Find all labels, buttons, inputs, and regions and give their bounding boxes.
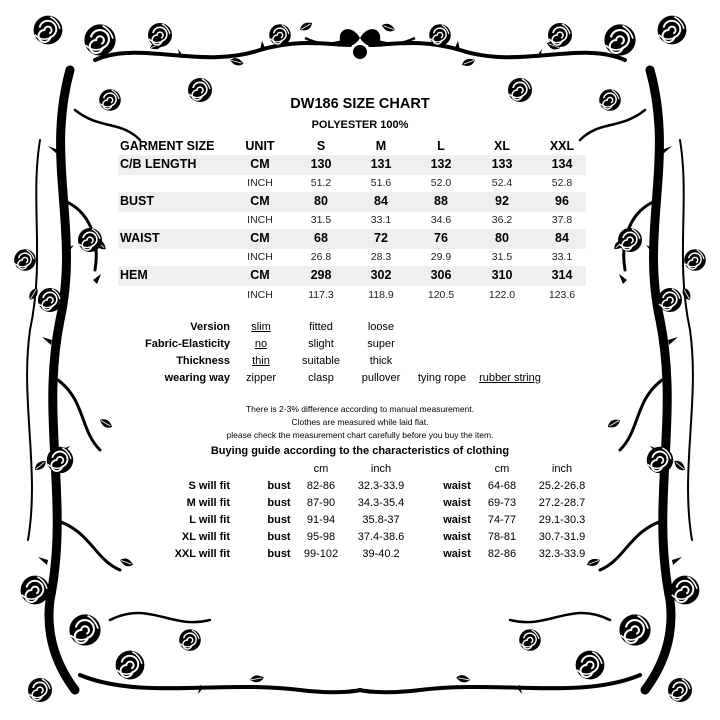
attr-label-wearing-way: wearing way xyxy=(164,372,230,384)
unit-cm: CM xyxy=(250,268,270,282)
guide-waist-cm: 82-86 xyxy=(487,548,517,560)
guide-bust-inch: 34.3-35.4 xyxy=(357,497,405,509)
guide-bust-cm: 99-102 xyxy=(303,548,339,560)
guide-bust-label: bust xyxy=(267,480,291,492)
guide-waist-inch: 29.1-30.3 xyxy=(538,514,586,526)
wearing-option-zipper: zipper xyxy=(246,372,276,384)
unit-inch: INCH xyxy=(247,251,273,263)
hem-cm-xxl: 314 xyxy=(551,268,573,282)
guide-bust-cm: 82-86 xyxy=(306,480,336,492)
elasticity-option-slight: slight xyxy=(308,338,334,350)
hem-inch-m: 118.9 xyxy=(368,289,394,301)
guide-waist-label: waist xyxy=(443,497,471,509)
hem-inch-xxl: 123.6 xyxy=(548,289,576,301)
unit-cm: CM xyxy=(250,231,270,245)
wearing-option-rubber-string: rubber string xyxy=(479,372,541,384)
header-size-m: M xyxy=(375,139,387,153)
guide-bust-cm: 87-90 xyxy=(306,497,336,509)
unit-inch: INCH xyxy=(247,289,273,301)
guide-waist-inch: 25.2-26.8 xyxy=(538,480,586,492)
hem-inch-l: 120.5 xyxy=(427,289,455,301)
guide-bust-cm-header: cm xyxy=(313,463,329,475)
bust-inch-xl: 36.2 xyxy=(491,214,513,226)
guide-bust-cm: 91-94 xyxy=(306,514,336,526)
wearing-option-clasp: clasp xyxy=(308,372,334,384)
row-label-hem: HEM xyxy=(120,268,148,282)
guide-waist-cm: 69-73 xyxy=(487,497,517,509)
cb-length-inch-xl: 52.4 xyxy=(491,177,513,189)
cb-length-inch-s: 51.2 xyxy=(310,177,332,189)
wearing-option-tying-rope: tying rope xyxy=(417,372,467,384)
bust-inch-m: 33.1 xyxy=(370,214,392,226)
waist-cm-s: 68 xyxy=(314,231,328,245)
unit-cm: CM xyxy=(250,194,270,208)
guide-waist-label: waist xyxy=(443,548,471,560)
bust-cm-xl: 92 xyxy=(495,194,509,208)
row-label-cb-length: C/B LENGTH xyxy=(120,157,197,171)
guide-waist-inch: 27.2-28.7 xyxy=(538,497,586,509)
guide-size-s: S will fit xyxy=(188,480,230,492)
guide-waist-label: waist xyxy=(443,480,471,492)
elasticity-option-no: no xyxy=(254,338,268,350)
bust-cm-l: 88 xyxy=(434,194,448,208)
wearing-option-pullover: pullover xyxy=(361,372,401,384)
header-unit: UNIT xyxy=(245,139,275,153)
guide-waist-inch-header: inch xyxy=(551,463,573,475)
waist-inch-xl: 31.5 xyxy=(491,251,513,263)
chart-title: DW186 SIZE CHART xyxy=(290,96,430,112)
cb-length-cm-m: 131 xyxy=(370,157,392,171)
guide-bust-cm: 95-98 xyxy=(306,531,336,543)
version-option-fitted: fitted xyxy=(309,321,333,333)
hem-inch-xl: 122.0 xyxy=(488,289,516,301)
guide-title: Buying guide according to the characteristics of clothing xyxy=(210,445,510,457)
unit-cm: CM xyxy=(250,157,270,171)
waist-cm-m: 72 xyxy=(374,231,388,245)
elasticity-option-super: super xyxy=(367,338,395,350)
row-label-bust: BUST xyxy=(120,194,155,208)
cb-length-inch-l: 52.0 xyxy=(430,177,452,189)
cb-length-cm-xl: 133 xyxy=(491,157,513,171)
guide-bust-inch-header: inch xyxy=(370,463,392,475)
cb-length-inch-xxl: 52.8 xyxy=(551,177,573,189)
guide-waist-cm: 64-68 xyxy=(487,480,517,492)
waist-inch-s: 26.8 xyxy=(310,251,332,263)
thickness-option-suitable: suitable xyxy=(302,355,340,367)
waist-cm-xxl: 84 xyxy=(555,231,569,245)
guide-size-m: M will fit xyxy=(186,497,230,509)
guide-waist-cm: 78-81 xyxy=(487,531,517,543)
attr-label-thickness: Thickness xyxy=(176,355,230,367)
header-garment-size: GARMENT SIZE xyxy=(120,139,215,153)
cb-length-cm-xxl: 134 xyxy=(551,157,573,171)
guide-bust-inch: 39-40.2 xyxy=(362,548,400,560)
bust-cm-m: 84 xyxy=(374,194,388,208)
guide-waist-inch: 30.7-31.9 xyxy=(538,531,586,543)
note-difference: There is 2-3% difference according to manual measurement. xyxy=(245,404,475,414)
guide-bust-inch: 37.4-38.6 xyxy=(357,531,405,543)
header-size-xl: XL xyxy=(494,139,510,153)
note-laid-flat: Clothes are measured while laid flat. xyxy=(291,417,429,427)
guide-waist-cm-header: cm xyxy=(494,463,510,475)
bust-inch-l: 34.6 xyxy=(430,214,452,226)
hem-inch-s: 117.3 xyxy=(308,289,334,301)
guide-bust-inch: 35.8-37 xyxy=(362,514,400,526)
cb-length-cm-l: 132 xyxy=(430,157,452,171)
row-label-waist: WAIST xyxy=(120,231,160,245)
guide-size-xxl: XXL will fit xyxy=(174,548,230,560)
chart-subtitle: POLYESTER 100% xyxy=(311,119,409,131)
thickness-option-thick: thick xyxy=(369,355,393,367)
cb-length-inch-m: 51.6 xyxy=(370,177,392,189)
waist-inch-m: 28.3 xyxy=(370,251,392,263)
header-size-s: S xyxy=(316,139,326,153)
bust-cm-s: 80 xyxy=(314,194,328,208)
guide-waist-label: waist xyxy=(443,531,471,543)
guide-bust-label: bust xyxy=(267,531,291,543)
cb-length-cm-s: 130 xyxy=(310,157,332,171)
waist-inch-l: 29.9 xyxy=(430,251,452,263)
hem-cm-s: 298 xyxy=(310,268,332,282)
attr-label-version: Version xyxy=(190,321,230,333)
guide-waist-inch: 32.3-33.9 xyxy=(538,548,586,560)
guide-bust-label: bust xyxy=(267,497,291,509)
hem-cm-l: 306 xyxy=(430,268,452,282)
unit-inch: INCH xyxy=(247,177,273,189)
hem-cm-xl: 310 xyxy=(491,268,513,282)
guide-bust-label: bust xyxy=(267,514,291,526)
thickness-option-thin: thin xyxy=(252,355,270,367)
header-size-l: L xyxy=(437,139,445,153)
guide-waist-label: waist xyxy=(443,514,471,526)
guide-size-l: L will fit xyxy=(189,514,230,526)
hem-cm-m: 302 xyxy=(370,268,392,282)
guide-waist-cm: 74-77 xyxy=(487,514,517,526)
unit-inch: INCH xyxy=(247,214,273,226)
waist-inch-xxl: 33.1 xyxy=(551,251,573,263)
waist-cm-l: 76 xyxy=(434,231,448,245)
bust-cm-xxl: 96 xyxy=(555,194,569,208)
guide-bust-inch: 32.3-33.9 xyxy=(357,480,405,492)
attr-label-fabric-elasticity: Fabric-Elasticity xyxy=(145,338,230,350)
header-size-xxl: XXL xyxy=(549,139,575,153)
bust-inch-xxl: 37.8 xyxy=(551,214,573,226)
waist-cm-xl: 80 xyxy=(495,231,509,245)
version-option-slim: slim xyxy=(251,321,271,333)
bust-inch-s: 31.5 xyxy=(310,214,332,226)
guide-bust-label: bust xyxy=(267,548,291,560)
note-check-chart: please check the measurement chart carefully before you buy the item. xyxy=(226,430,494,440)
version-option-loose: loose xyxy=(367,321,395,333)
guide-size-xl: XL will fit xyxy=(181,531,230,543)
